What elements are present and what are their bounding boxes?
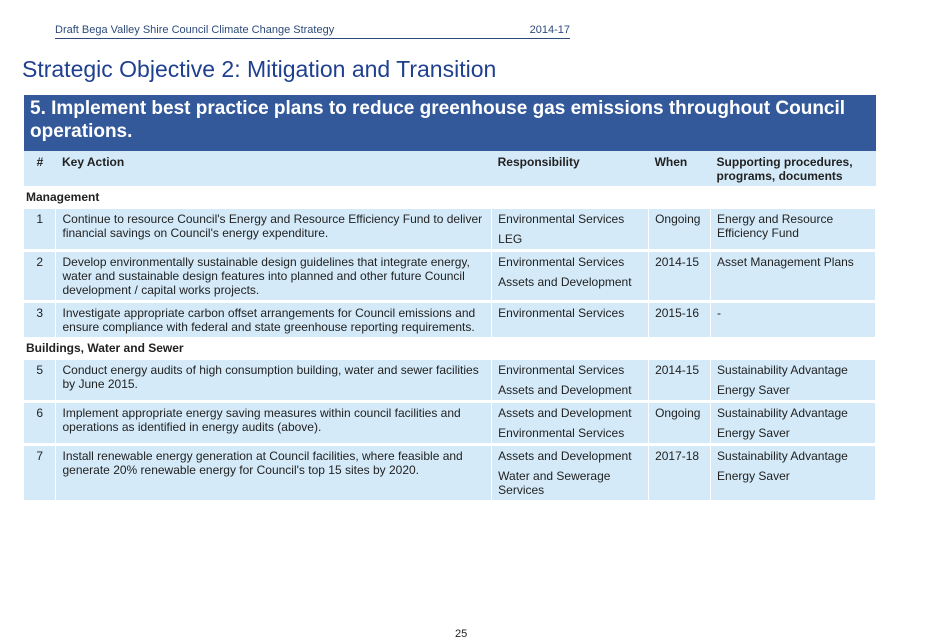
table-row — [24, 359, 876, 402]
supporting-line: - — [717, 306, 722, 320]
table-row — [24, 402, 876, 445]
responsibility-line: Environmental Services — [498, 212, 625, 226]
supporting-cell — [711, 359, 876, 402]
objective-banner: 5. Implement best practice plans to reduce greenhouse gas emissions throughout Council operations. — [24, 95, 876, 151]
action-number: 1 — [24, 208, 56, 251]
when-cell: Ongoing — [649, 208, 711, 251]
when-cell: 2014-15 — [649, 359, 711, 402]
table-row — [24, 208, 876, 251]
responsibility-line: Environmental Services — [498, 306, 625, 320]
table-row — [24, 302, 876, 338]
section-title: Management — [24, 186, 876, 208]
action-text: Conduct energy audits of high consumption building, water and sewer facilities by June 2015. — [56, 359, 492, 402]
column-header-responsibility: Responsibility — [492, 151, 649, 186]
column-header-key-action: Key Action — [56, 151, 492, 186]
responsibility-cell — [492, 445, 649, 501]
supporting-cell — [711, 445, 876, 501]
column-header-when: When — [649, 151, 711, 186]
table-body — [24, 186, 876, 500]
responsibility-line: Assets and Development — [498, 406, 632, 420]
responsibility-cell — [492, 302, 649, 338]
running-header — [55, 24, 570, 39]
section-row — [24, 186, 876, 208]
when-cell: 2014-15 — [649, 251, 711, 302]
responsibility-line: Environmental Services — [498, 363, 625, 377]
responsibility-line: Assets and Development — [498, 383, 632, 397]
supporting-cell — [711, 402, 876, 445]
responsibility-line: Environmental Services — [498, 426, 625, 440]
supporting-cell — [711, 302, 876, 338]
page-title: Strategic Objective 2: Mitigation and Transition — [22, 56, 497, 82]
supporting-line: Sustainability Advantage — [717, 449, 848, 463]
responsibility-line: Assets and Development — [498, 449, 632, 463]
supporting-line: Energy Saver — [717, 469, 790, 483]
action-text: Develop environmentally sustainable design guidelines that integrate energy, water and sustainable design features into planned and other future Council development / capital works projects. — [56, 251, 492, 302]
section-title: Buildings, Water and Sewer — [24, 337, 876, 359]
supporting-line: Asset Management Plans — [717, 255, 854, 269]
supporting-line: Sustainability Advantage — [717, 406, 848, 420]
page-number: 25 — [455, 628, 468, 640]
supporting-line: Energy Saver — [717, 383, 790, 397]
document-year: 2014-17 — [529, 24, 570, 36]
responsibility-line: Environmental Services — [498, 255, 625, 269]
column-header-supporting: Supporting procedures, programs, documents — [711, 151, 876, 186]
document-title: Draft Bega Valley Shire Council Climate Change Strategy — [55, 24, 335, 36]
supporting-line: Energy and Resource Efficiency Fund — [717, 212, 834, 240]
action-number: 6 — [24, 402, 56, 445]
action-text: Continue to resource Council's Energy and Resource Efficiency Fund to deliver financial savings on Council's energy expenditure. — [56, 208, 492, 251]
action-number: 3 — [24, 302, 56, 338]
supporting-line: Sustainability Advantage — [717, 363, 848, 377]
supporting-cell — [711, 208, 876, 251]
responsibility-cell — [492, 208, 649, 251]
section-row — [24, 337, 876, 359]
action-number: 5 — [24, 359, 56, 402]
table-header-row — [24, 151, 876, 186]
responsibility-cell — [492, 359, 649, 402]
responsibility-line: Water and Sewerage Services — [498, 469, 611, 497]
when-cell: Ongoing — [649, 402, 711, 445]
responsibility-cell — [492, 251, 649, 302]
action-text: Investigate appropriate carbon offset arrangements for Council emissions and ensure compliance with federal and state greenhouse reporting requirements. — [56, 302, 492, 338]
table-row — [24, 445, 876, 501]
responsibility-cell — [492, 402, 649, 445]
table-row — [24, 251, 876, 302]
supporting-cell — [711, 251, 876, 302]
supporting-line: Energy Saver — [717, 426, 790, 440]
responsibility-line: LEG — [498, 232, 523, 246]
action-table — [24, 151, 876, 500]
action-number: 7 — [24, 445, 56, 501]
column-header-number: # — [24, 151, 56, 186]
when-cell: 2017-18 — [649, 445, 711, 501]
responsibility-line: Assets and Development — [498, 275, 632, 289]
action-number: 2 — [24, 251, 56, 302]
action-text: Install renewable energy generation at Council facilities, where feasible and generate 20% renewable energy for Council's top 15 sites by 2020. — [56, 445, 492, 501]
action-text: Implement appropriate energy saving measures within council facilities and operations as identified in energy audits (above). — [56, 402, 492, 445]
when-cell: 2015-16 — [649, 302, 711, 338]
